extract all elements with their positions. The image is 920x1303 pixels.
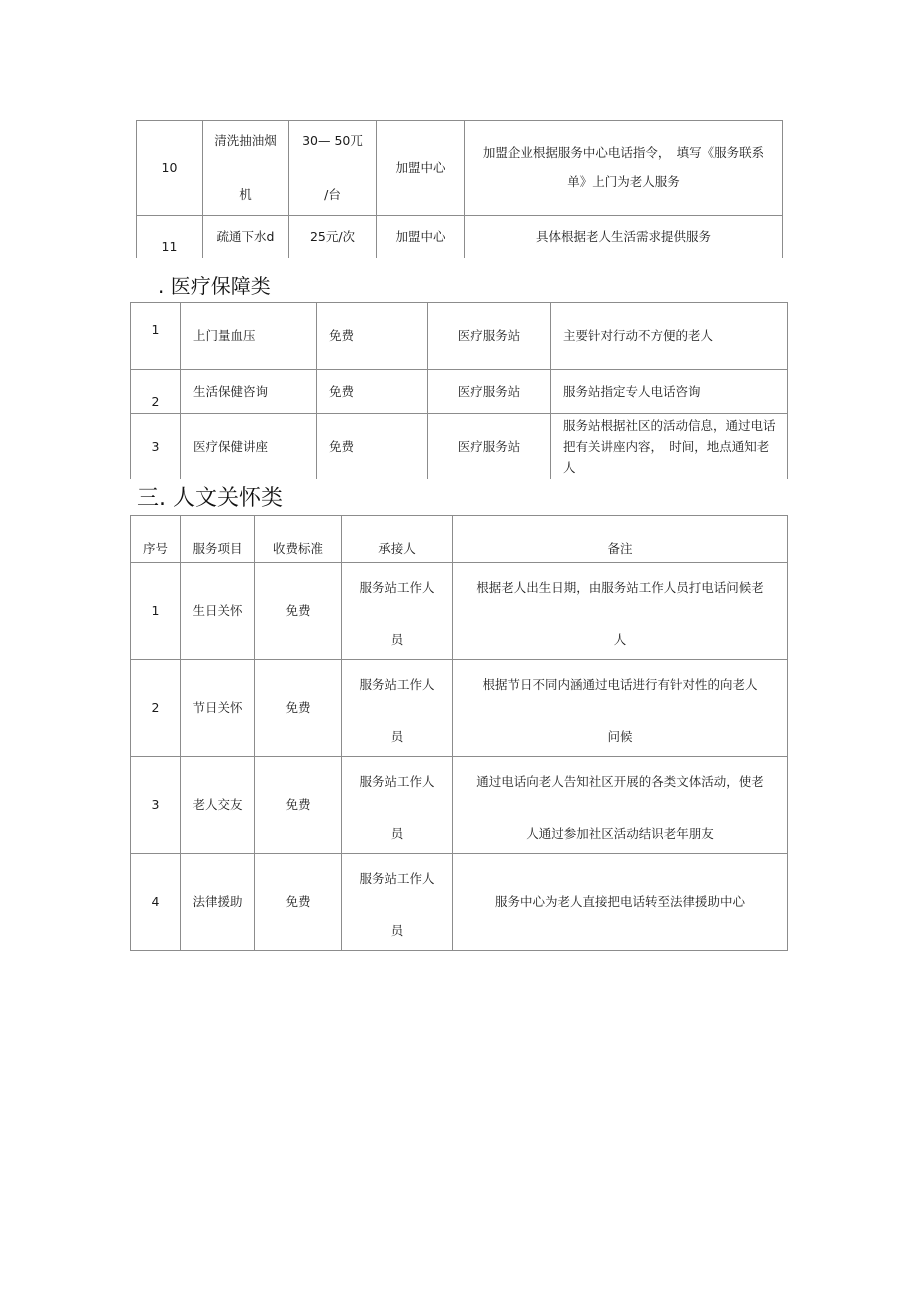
table-row	[131, 757, 788, 854]
header-provider: 承接人	[342, 516, 453, 563]
service-item: 上门量血压	[181, 303, 317, 370]
provider-cell	[342, 757, 453, 854]
fee: 25元/次	[289, 216, 377, 259]
service-item: 老人交友	[181, 757, 255, 854]
row-number: 2	[131, 660, 181, 757]
provider: 加盟中心	[377, 216, 465, 259]
provider: 服务站工作人	[359, 871, 435, 886]
table-row	[131, 303, 788, 370]
provider-cont: 员	[390, 923, 404, 939]
fee: 30— 50兀	[302, 133, 363, 148]
row-number: 4	[131, 854, 181, 951]
fee: 免费	[255, 563, 342, 660]
note-cont: 问候	[607, 729, 633, 745]
section-heading-medical: . 医疗保障类	[158, 274, 271, 298]
note: 根据老人出生日期，由服务站工作人员打电话问候老	[476, 580, 764, 595]
header-no: 序号	[131, 516, 181, 563]
medical-services-table	[130, 302, 788, 479]
note: 服务中心为老人直接把电话转至法律援助中心	[453, 854, 788, 951]
row-number: 1	[131, 303, 181, 370]
fee-unit: /台	[324, 187, 341, 203]
note-cell	[453, 660, 788, 757]
table-row	[131, 563, 788, 660]
provider: 医疗服务站	[428, 370, 551, 414]
note-cont: 单》上门为老人服务	[567, 174, 680, 189]
table-row	[137, 121, 783, 216]
table-header-row	[131, 516, 788, 563]
note: 主要针对行动不方便的老人	[551, 303, 788, 370]
note-cont: 人	[613, 632, 627, 648]
fee-cell	[289, 121, 377, 216]
service-item: 法律援助	[181, 854, 255, 951]
service-item-cont: 机	[239, 187, 252, 203]
note-cell	[453, 757, 788, 854]
section-heading-humanistic-care: 三. 人文关怀类	[137, 486, 283, 511]
provider: 医疗服务站	[428, 303, 551, 370]
table-row	[131, 660, 788, 757]
row-number: 2	[131, 370, 181, 414]
note-cont: 人通过参加社区活动结识老年朋友	[526, 826, 714, 842]
provider-cont: 员	[390, 826, 404, 842]
note: 通过电话向老人告知社区开展的各类文体活动，使老	[476, 774, 764, 789]
table-row	[131, 854, 788, 951]
note: 根据节日不同内涵通过电话进行有针对性的向老人	[482, 677, 758, 692]
header-fee: 收费标准	[255, 516, 342, 563]
row-number: 1	[131, 563, 181, 660]
fee: 免费	[255, 854, 342, 951]
header-note: 备注	[453, 516, 788, 563]
service-item: 医疗保健讲座	[181, 414, 317, 480]
fee: 免费	[317, 370, 428, 414]
fee: 免费	[255, 660, 342, 757]
provider: 服务站工作人	[359, 580, 435, 595]
note: 具体根据老人生活需求提供服务	[465, 216, 783, 259]
humanistic-care-table	[130, 515, 788, 951]
note: 服务站根据社区的活动信息，通过电话把有关讲座内容， 时间，地点通知老人	[551, 414, 788, 480]
fee: 免费	[317, 303, 428, 370]
provider-cont: 员	[390, 632, 404, 648]
provider-cell	[342, 854, 453, 951]
table-row	[137, 216, 783, 259]
provider-cell	[342, 563, 453, 660]
note: 服务站指定专人电话咨询	[551, 370, 788, 414]
services-table-continued	[136, 120, 783, 258]
note: 加盟企业根据服务中心电话指令， 填写《服务联系	[482, 145, 765, 161]
provider-cont: 员	[390, 729, 404, 745]
row-number: 3	[131, 414, 181, 480]
fee: 免费	[255, 757, 342, 854]
service-item: 节日关怀	[181, 660, 255, 757]
row-number: 10	[137, 121, 203, 216]
fee: 免费	[317, 414, 428, 480]
provider-cell	[342, 660, 453, 757]
provider: 加盟中心	[377, 121, 465, 216]
service-item: 清洗抽油烟	[214, 133, 277, 148]
header-item: 服务项目	[181, 516, 255, 563]
service-item: 生活保健咨询	[181, 370, 317, 414]
service-item: 生日关怀	[181, 563, 255, 660]
table-row	[131, 370, 788, 414]
row-number: 11	[137, 216, 203, 259]
provider: 医疗服务站	[428, 414, 551, 480]
service-item-cell	[203, 121, 289, 216]
provider: 服务站工作人	[359, 774, 435, 789]
provider: 服务站工作人	[359, 677, 435, 692]
note-cell	[453, 563, 788, 660]
note-cell	[465, 121, 783, 216]
service-item: 疏通下水d	[203, 216, 289, 259]
row-number: 3	[131, 757, 181, 854]
table-row	[131, 414, 788, 480]
